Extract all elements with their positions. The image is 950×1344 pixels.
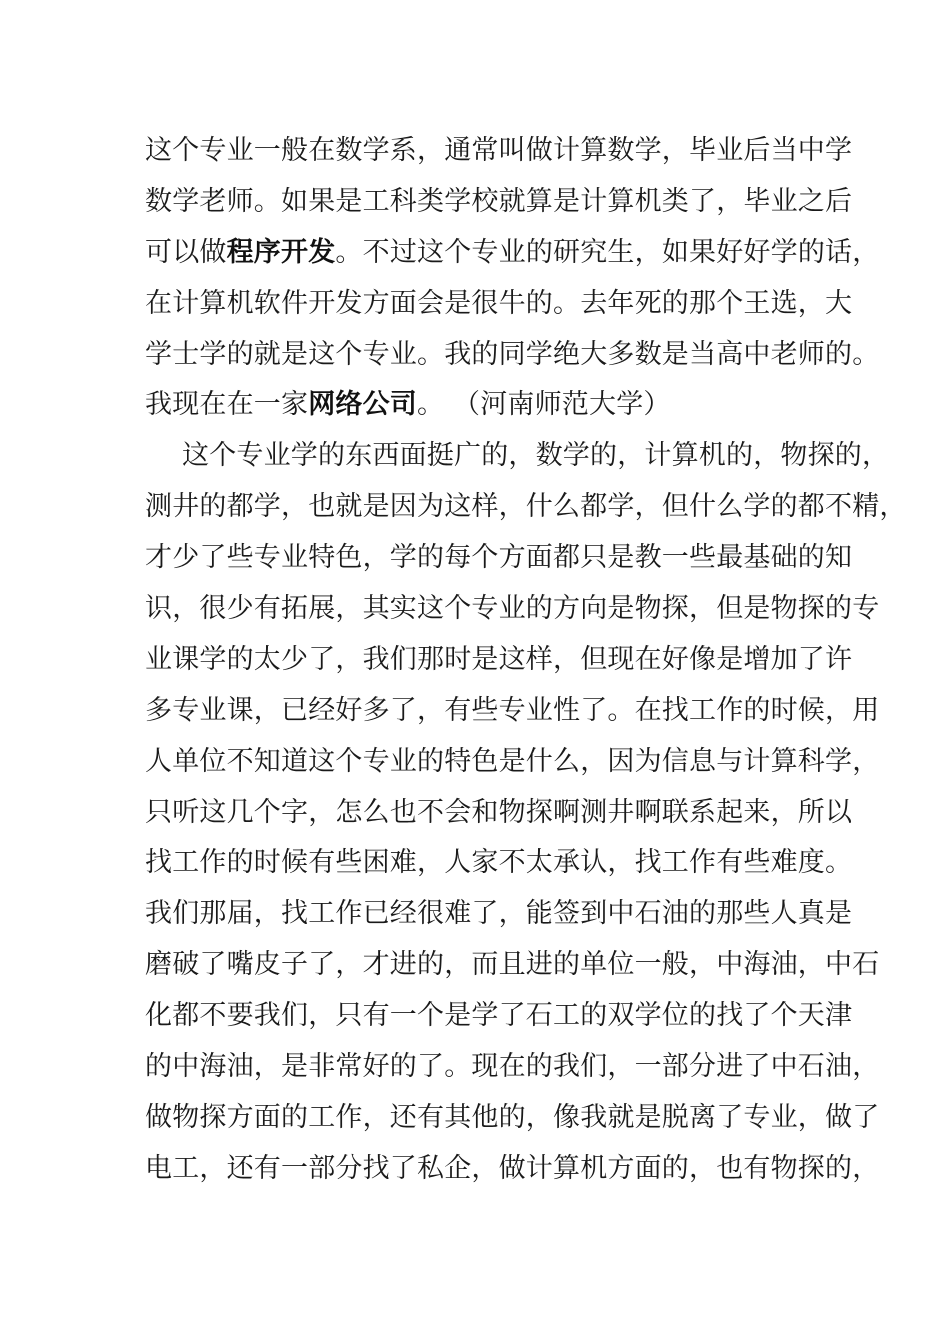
paragraph-2-line: 测井的都学，也就是因为这样，什么都学，但什么学的都不精， bbox=[145, 491, 907, 523]
paragraph-2-line: 化都不要我们，只有一个是学了石工的双学位的找了个天津 bbox=[145, 1000, 853, 1032]
text-run: 可以做 bbox=[145, 236, 227, 268]
paragraph-2-line: 电工，还有一部分找了私企，做计算机方面的，也有物探的， bbox=[145, 1152, 880, 1184]
paragraph-1-line bbox=[145, 380, 825, 431]
paragraph-2-line: 业课学的太少了，我们那时是这样，但现在好像是增加了许 bbox=[145, 643, 853, 675]
bold-term: 程序开发 bbox=[226, 236, 336, 268]
bold-term: 网络公司 bbox=[308, 389, 418, 421]
document-body bbox=[145, 126, 907, 1195]
paragraph-2-line: 才少了些专业特色，学的每个方面都只是教一些最基础的知 bbox=[145, 542, 853, 574]
paragraph-2-line: 做物探方面的工作，还有其他的，像我就是脱离了专业，做了 bbox=[145, 1101, 880, 1133]
paragraph-2-line: 找工作的时候有些困难，人家不太承认，找工作有些难度。 bbox=[145, 847, 853, 879]
paragraph-1-line: 学士学的就是这个专业。我的同学绝大多数是当高中老师的。 bbox=[145, 338, 880, 370]
paragraph-2-line: 我们那届，找工作已经很难了，能签到中石油的那些人真是 bbox=[145, 898, 853, 930]
paragraph-1-line bbox=[145, 228, 880, 279]
paragraph-1-line: 这个专业一般在数学系，通常叫做计算数学，毕业后当中学 bbox=[145, 135, 853, 166]
text-run: 我现在在一家 bbox=[145, 389, 309, 421]
paragraph-2-line: 这个专业学的东西面挺广的，数学的，计算机的，物探的， bbox=[182, 440, 890, 472]
text-run: 。 （河南师范大学） bbox=[417, 389, 671, 421]
paragraph-2-line: 人单位不知道这个专业的特色是什么，因为信息与计算科学， bbox=[145, 745, 880, 777]
paragraph-2-line: 识，很少有拓展，其实这个专业的方向是物探，但是物探的专 bbox=[145, 593, 880, 625]
paragraph-1-line: 数学老师。如果是工科类学校就算是计算机类了，毕业之后 bbox=[145, 185, 853, 217]
paragraph-1-line: 在计算机软件开发方面会是很牛的。去年死的那个王选，大 bbox=[145, 287, 853, 319]
paragraph-1 bbox=[145, 126, 880, 431]
paragraph-2-line: 多专业课，已经好多了，有些专业性了。在找工作的时候，用 bbox=[145, 694, 880, 726]
paragraph-2-line: 的中海油，是非常好的了。现在的我们，一部分进了中石油， bbox=[145, 1051, 880, 1083]
paragraph-2-line: 只听这几个字，怎么也不会和物探啊测井啊联系起来，所以 bbox=[145, 796, 853, 828]
paragraph-2 bbox=[145, 431, 907, 1194]
paragraph-2-line: 磨破了嘴皮子了，才进的，而且进的单位一般，中海油，中石 bbox=[145, 949, 880, 981]
text-run: 。不过这个专业的研究生，如果好好学的话， bbox=[335, 236, 880, 268]
